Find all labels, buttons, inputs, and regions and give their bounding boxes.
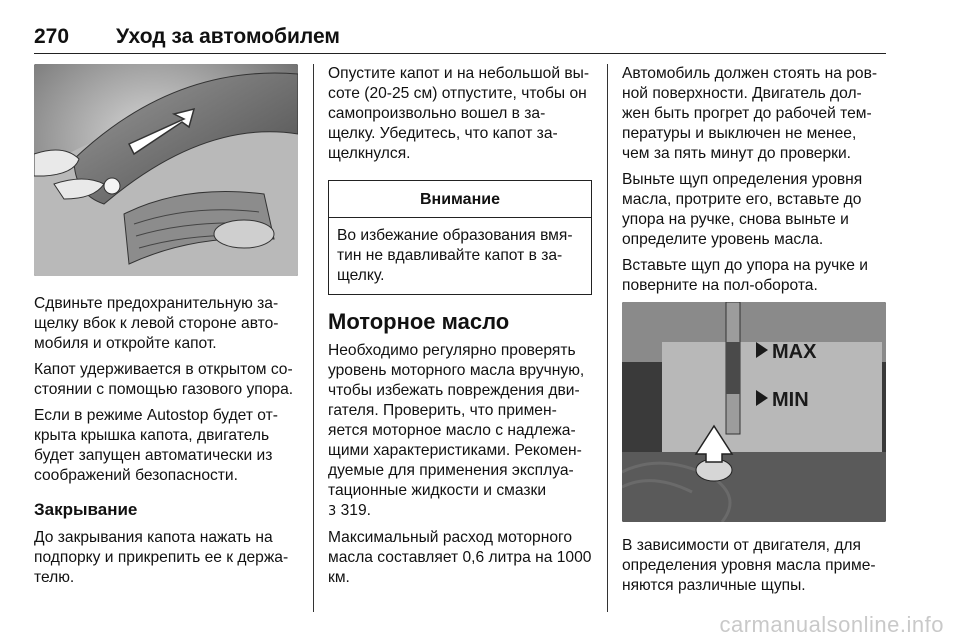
instruction-autostop: Если в режиме Autostop будет от-крыта крышка капота, двигатель будет запущен автоматически из соображений безопасности. [34, 407, 278, 484]
note-different-dipsticks: В зависимости от двигателя, для определения уровня масла приме-няются различные щупы. [622, 537, 876, 594]
page-header [34, 18, 886, 54]
hood-illustration-svg [34, 64, 298, 276]
column-1 [34, 64, 298, 594]
engine-oil-text: Необходимо регулярно проверять уровень моторного масла вручную, чтобы избежать повреждения дви-гателя. Проверить, что примен-яется моторное масло с надлежа-щими характеристиками. Рекомен-дуемые для применения эксплуа-тационные жидкости и смазки [328, 342, 585, 499]
instruction-closing: До закрывания капота нажать на подпорку и прикрепить ее к держа-телю. [34, 529, 289, 586]
watermark: carmanualsonline.info [719, 612, 944, 637]
oil-consumption-paragraph: Максимальный расход моторного масла составляет 0,6 литра на 1000 км. [328, 529, 592, 586]
instruction-remove-dipstick: Выньте щуп определения уровня масла, протрите его, вставьте до упора на ручке, снова выньте и определите уровень масла. [622, 171, 863, 248]
instruction-insert-dipstick: Вставьте щуп до упора на ручке и поверните на пол-оборота. [622, 257, 869, 294]
dipstick-max-label: MAX [772, 341, 817, 363]
dipstick-min-label: MIN [772, 389, 809, 411]
page-number: 270 [34, 25, 70, 48]
page-reference-link[interactable]: 319. [340, 502, 371, 519]
page-title: Уход за автомобилем [116, 25, 340, 48]
page-reference-arrow: 3 [328, 504, 337, 519]
caution-text: Во избежание образования вмя-тин не вдавливайте капот в за-щелку. [337, 227, 573, 284]
column-2 [328, 64, 592, 594]
dipstick-illustration [622, 302, 886, 522]
column-3 [622, 64, 886, 602]
column-divider-1 [313, 64, 314, 612]
engine-oil-paragraph [328, 341, 592, 522]
instruction-gas-strut: Капот удерживается в открытом со-стоянии с помощью газового упора. [34, 361, 294, 398]
caution-title: Внимание [329, 181, 591, 218]
hood-opening-illustration [34, 64, 298, 276]
column-divider-2 [607, 64, 608, 612]
instruction-open-latch: Сдвиньте предохранительную за-щелку вбок к левой стороне авто-мобиля и откройте капот. [34, 295, 279, 352]
caution-box [328, 180, 592, 295]
instruction-lower-hood: Опустите капот и на небольшой вы-соте (20-25 см) отпустите, чтобы он самопроизвольно вошел в за-щелку. Убедитесь, что капот за-щелкнулся. [328, 65, 590, 162]
dipstick-illustration-svg [622, 302, 886, 522]
instruction-level-surface: Автомобиль должен стоять на ров-ной поверхности. Двигатель дол-жен быть прогрет до рабочей тем-пературы и выключен не менее, чем за пять минут до проверки. [622, 65, 878, 162]
closing-heading: Закрывание [34, 500, 138, 519]
section-heading-engine-oil: Моторное масло [328, 309, 510, 334]
